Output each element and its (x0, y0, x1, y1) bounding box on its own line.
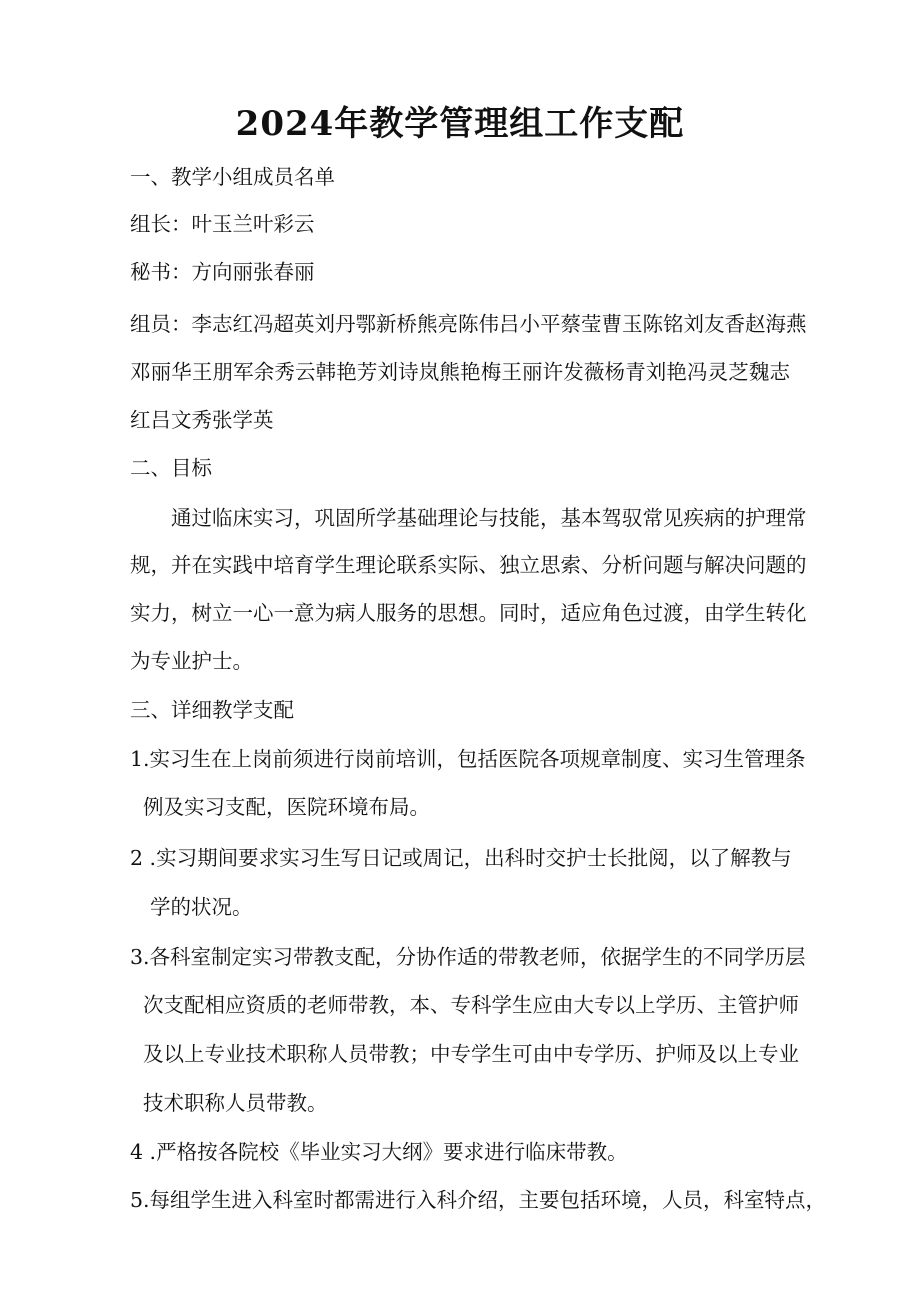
section-heading-members: 一、教学小组成员名单 (130, 165, 335, 189)
members-line: 组员：李志红冯超英刘丹鄂新桥熊亮陈伟吕小平蔡莹曹玉陈铭刘友香赵海燕 (130, 312, 807, 336)
goal-paragraph-line: 规，并在实践中培育学生理论联系实际、独立思索、分析问题与解决问题的 (130, 553, 807, 577)
plan-item-line: 例及实习支配，医院环境布局。 (143, 795, 430, 819)
section-heading-plan: 三、详细教学支配 (130, 698, 294, 722)
plan-item-line: 4 .严格按各院校《毕业实习大纲》要求进行临床带教。 (130, 1140, 628, 1164)
group-leader-line: 组长：叶玉兰叶彩云 (130, 212, 315, 236)
goal-paragraph-line: 为专业护士。 (130, 649, 253, 673)
plan-item-line: 3.各科室制定实习带教支配，分协作适的带教老师，依据学生的不同学历层 (130, 945, 806, 969)
plan-item-line: 1.实习生在上岗前须进行岗前培训，包括医院各项规章制度、实习生管理条 (130, 747, 806, 771)
secretary-line: 秘书：方向丽张春丽 (130, 260, 315, 284)
document-title: 2024年教学管理组工作支配 (235, 104, 685, 144)
section-heading-goals: 二、目标 (130, 456, 212, 480)
plan-item-line: 5.每组学生进入科室时都需进行入科介绍，主要包括环境，人员，科室特点， (130, 1188, 827, 1212)
goal-paragraph-line: 实力，树立一心一意为病人服务的思想。同时，适应角色过渡，由学生转化 (130, 601, 807, 625)
plan-item-line: 2 .实习期间要求实习生写日记或周记，出科时交护士长批阅，以了解教与 (130, 846, 792, 870)
members-line: 红吕文秀张学英 (130, 408, 274, 432)
goal-paragraph-line: 通过临床实习，巩固所学基础理论与技能，基本驾驭常见疾病的护理常 (171, 506, 807, 530)
plan-item-line: 及以上专业技术职称人员带教；中专学生可由中专学历、护师及以上专业 (143, 1042, 799, 1066)
plan-item-line: 技术职称人员带教。 (143, 1091, 328, 1115)
plan-item-line: 次支配相应资质的老师带教，本、专科学生应由大专以上学历、主管护师 (143, 993, 799, 1017)
members-line: 邓丽华王朋军余秀云韩艳芳刘诗岚熊艳梅王丽许发薇杨青刘艳冯灵芝魏志 (130, 360, 790, 384)
plan-item-line: 学的状况。 (150, 895, 253, 919)
